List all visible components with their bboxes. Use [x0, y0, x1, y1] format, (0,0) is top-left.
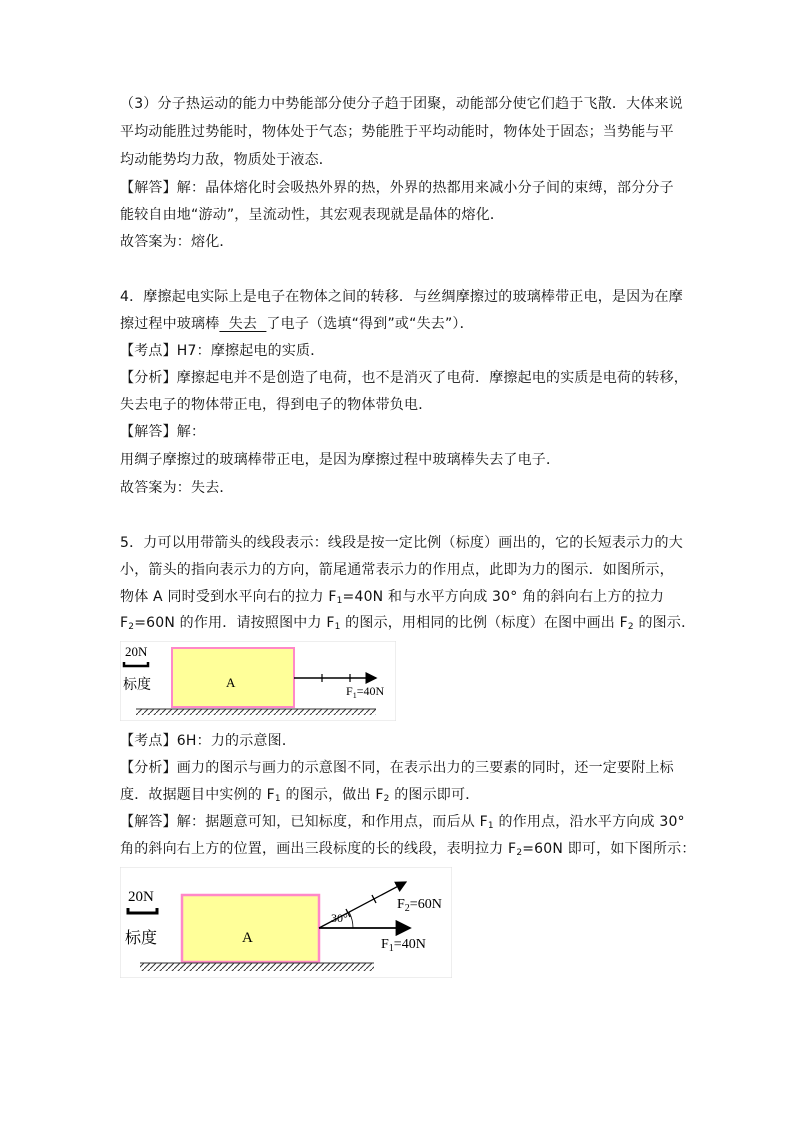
- text-segment: 的作用点，沿水平方向成 30°: [493, 814, 685, 830]
- subscript: 1: [487, 821, 494, 831]
- force-diagram-question: [120, 641, 396, 721]
- text-line: 均动能势均力敌，物质处于液态．: [120, 152, 333, 168]
- text-segment: 的图示．: [633, 615, 696, 631]
- question-5-line: 小，箭头的指向表示力的方向，箭尾通常表示力的作用点，此即为力的图示．如图所示，: [120, 562, 674, 578]
- subscript: 2: [516, 848, 523, 858]
- block-label: A: [226, 675, 236, 690]
- question-5-line: [120, 587, 664, 611]
- text-segment: 角的斜向右上方的位置，画出三段标度的长的线段，表明拉力 F: [120, 841, 517, 857]
- text-segment: F: [120, 615, 129, 631]
- question-5-line: 5．力可以用带箭头的线段表示：线段是按一定比例（标度）画出的，它的长短表示力的大: [120, 535, 683, 551]
- jieda-line: 【解答】解：: [120, 424, 206, 440]
- scale-value: 20N: [125, 644, 148, 659]
- block-label: A: [242, 930, 253, 946]
- answer-line: 故答案为：熔化．: [120, 234, 234, 250]
- scale-bar: [124, 662, 148, 666]
- subscript: 2: [383, 794, 390, 804]
- scale-label: 标度: [123, 678, 151, 693]
- text-segment: 度．故据题目中实例的 F: [120, 787, 275, 803]
- text-segment: =60N 即可，如下图所示：: [522, 841, 696, 857]
- fenxi-line: 【分析】画力的图示与画力的示意图不同，在表示出力的三要素的同时，还一定要附上标: [120, 760, 674, 776]
- text-segment: =40N 和与水平方向成 30° 角的斜向右上方的拉力: [342, 589, 665, 605]
- jieda-line: [120, 812, 685, 836]
- kaodian-line: 【考点】H7：摩擦起电的实质．: [120, 343, 325, 359]
- kaodian-line: 【考点】6H：力的示意图．: [120, 733, 297, 749]
- text-line: 能较自由地“游动”，呈流动性，其宏观表现就是晶体的熔化．: [120, 207, 505, 223]
- question-4-line: 4．摩擦起电实际上是电子在物体之间的转移．与丝绸摩擦过的玻璃棒带正电，是因为在摩: [120, 289, 683, 305]
- angle-label: 30°: [331, 911, 348, 925]
- subscript: 1: [334, 622, 341, 632]
- block-a: [182, 895, 319, 962]
- question-5-line: [120, 613, 695, 637]
- text-segment: 物体 A 同时受到水平向右的拉力 F: [120, 589, 337, 605]
- jieda-line: [120, 839, 696, 863]
- subscript: 2: [627, 622, 634, 632]
- fenxi-line: 失去电子的物体带正电，得到电子的物体带负电．: [120, 397, 433, 413]
- text-segment: 【解答】解：据题意可知，已知标度，和作用点，而后从 F: [120, 814, 488, 830]
- angle-arc: [349, 912, 353, 928]
- text-line: 平均动能胜过势能时，物体处于气态；势能胜于平均动能时，物体处于固态；当势能与平: [120, 124, 674, 140]
- scale-value: 20N: [128, 889, 154, 905]
- text-segment: 的图示即可．: [389, 787, 480, 803]
- text-segment: 擦过程中玻璃棒: [120, 316, 220, 332]
- answer-blank: 失去: [219, 316, 267, 332]
- text-segment: 了电子（选填“得到”或“失去”）．: [266, 316, 474, 332]
- f1-label: $F_1=40N$: [381, 937, 426, 954]
- text-segment: =60N 的作用．请按照图中力 F: [134, 615, 335, 631]
- ground-hatch: [140, 963, 374, 971]
- ground-hatch: [136, 709, 376, 715]
- fenxi-line: 【分析】摩擦起电并不是创造了电荷，也不是消灭了电荷．摩擦起电的实质是电荷的转移，: [120, 370, 688, 386]
- subscript: 1: [274, 794, 281, 804]
- jieda-line: 用绸子摩擦过的玻璃棒带正电，是因为摩擦过程中玻璃棒失去了电子．: [120, 452, 561, 468]
- answer-line: 故答案为：失去．: [120, 480, 234, 496]
- text-segment: 的图示，做出 F: [280, 787, 384, 803]
- fenxi-line: [120, 785, 479, 809]
- f1-label: $F_1=40N$: [346, 684, 385, 700]
- subscript: 2: [128, 622, 135, 632]
- text-line: （3）分子热运动的能力中势能部分使分子趋于团聚，动能部分使它们趋于飞散．大体来说: [120, 96, 683, 112]
- subscript: 1: [336, 596, 343, 606]
- text-line: 【解答】解：晶体熔化时会吸热外界的热，外界的热都用来减小分子间的束缚，部分分子: [120, 180, 674, 196]
- scale-label: 标度: [125, 930, 158, 947]
- scale-bar: [128, 908, 157, 913]
- question-4-line: [120, 314, 474, 334]
- f2-label: $F_2=60N$: [397, 897, 442, 914]
- force-diagram-answer: [120, 867, 452, 978]
- text-segment: 的图示，用相同的比例（标度）在图中画出 F: [340, 615, 628, 631]
